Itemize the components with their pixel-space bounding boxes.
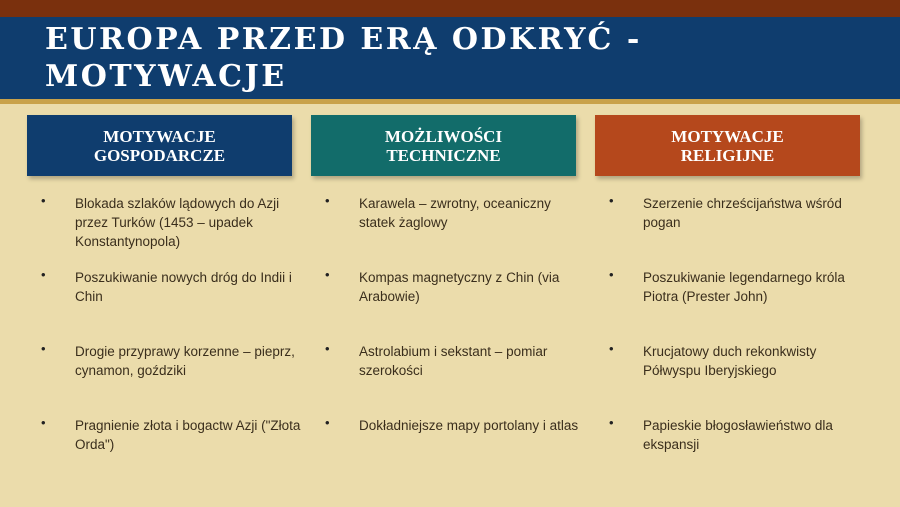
list-item: Blokada szlaków lądowych do Azji przez Turków (1453 – upadek Konstantynopola) <box>75 196 280 249</box>
list-item: Papieskie błogosławieństwo dla ekspansji <box>643 418 833 452</box>
gold-divider <box>0 99 900 104</box>
list-item: Pragnienie złota i bogactw Azji ("Złota Orda") <box>75 418 301 452</box>
heading-line: MOŻLIWOŚCI <box>384 126 503 146</box>
bullet-icon: • <box>609 341 614 356</box>
list-item: Karawela – zwrotny, oceaniczny statek żaglowy <box>359 196 551 230</box>
slide-title: EUROPA PRZED ERĄ ODKRYĆ - MOTYWACJE <box>45 22 642 94</box>
list-item: Kompas magnetyczny z Chin (via Arabowie) <box>359 270 560 304</box>
bullet-icon: • <box>325 341 330 356</box>
list-item: Poszukiwanie legendarnego króla Piotra (Prester John) <box>643 270 845 304</box>
bullet-icon: • <box>325 193 330 208</box>
list-item: Krucjatowy duch rekonkwisty Półwyspu Iberyjskiego <box>643 344 817 378</box>
heading-line: GOSPODARCZE <box>93 145 226 165</box>
list-item: Drogie przyprawy korzenne – pieprz, cynamon, goździki <box>75 344 295 378</box>
bullet-icon: • <box>325 415 330 430</box>
heading-line: MOTYWACJE <box>103 126 216 146</box>
top-band <box>0 0 900 17</box>
bullet-icon: • <box>325 267 330 282</box>
column-heading <box>311 115 576 176</box>
bullet-icon: • <box>41 415 46 430</box>
bullet-icon: • <box>41 267 46 282</box>
list-item: Szerzenie chrześcijaństwa wśród pogan <box>643 196 842 230</box>
bullet-icon: • <box>41 341 46 356</box>
list-item: Dokładniejsze mapy portolany i atlas <box>359 418 579 433</box>
column-heading <box>27 115 292 176</box>
bullet-icon: • <box>41 193 46 208</box>
heading-line: TECHNICZNE <box>386 145 501 165</box>
heading-line: RELIGIJNE <box>680 145 775 165</box>
bullet-icon: • <box>609 193 614 208</box>
bullet-icon: • <box>609 267 614 282</box>
list-item: Astrolabium i sekstant – pomiar szerokości <box>359 344 548 378</box>
list-item: Poszukiwanie nowych dróg do Indii i Chin <box>75 270 292 304</box>
heading-line: MOTYWACJE <box>671 126 784 146</box>
bullet-icon: • <box>609 415 614 430</box>
column-heading <box>595 115 860 176</box>
